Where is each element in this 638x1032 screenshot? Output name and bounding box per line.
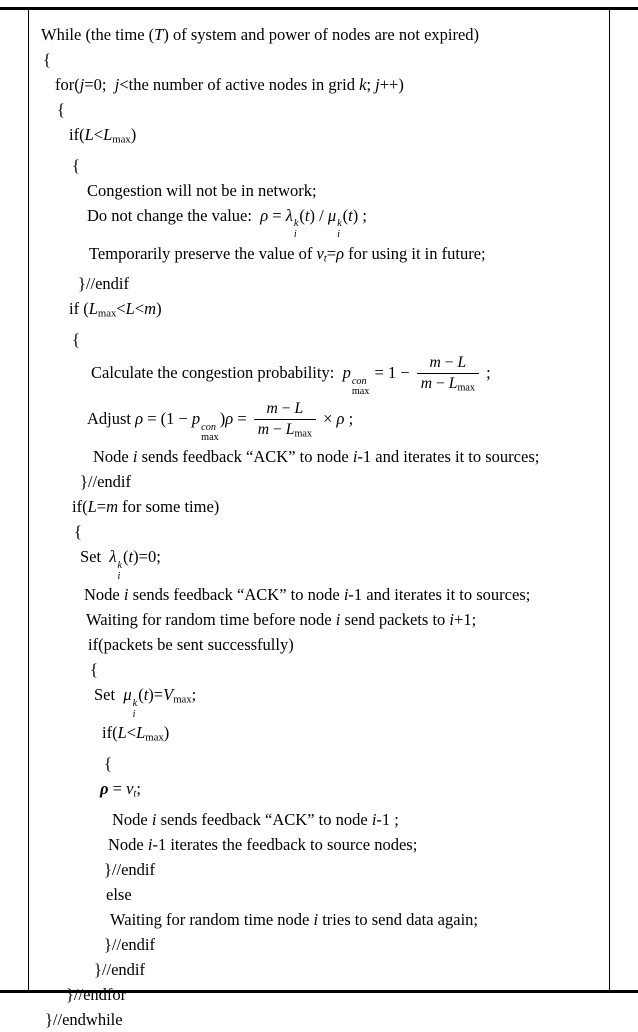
text-run: max [294,428,312,440]
text-run: m [429,354,441,372]
text-run: t [304,205,310,225]
text-run: ρ [135,409,144,429]
text-run: j [79,75,85,94]
text-run: v [316,243,324,263]
fraction [417,354,479,394]
text-run: t [143,685,149,705]
code-line: { [74,522,82,542]
algorithm-box-inner [28,10,610,1029]
text-run: max [351,386,370,398]
text-run: μ [123,685,132,705]
text-run: m [106,497,118,517]
code-line: Waiting for random time before node i send packets to i+1; [86,610,477,630]
text-run: m [266,400,278,418]
text-run: m [420,375,433,393]
text-run: k [293,218,299,230]
text-run: con [201,421,216,433]
code-line: Node i-1 iterates the feedback to source nodes; [108,834,418,854]
code-line: Temporarily preserve the value of vt=ρ for using it in future; [89,243,486,265]
subscript [133,710,136,721]
text-run: i [147,834,153,854]
text-run: k [132,697,138,709]
text-run: λ [285,205,293,225]
code-line: { [72,155,80,175]
text-run: i [343,585,349,605]
superscript-subscript [337,219,342,240]
text-run: i [335,610,341,630]
text-run: L [84,125,94,144]
text-run: con [351,375,367,387]
superscript-subscript [118,561,123,582]
subscript [118,572,121,583]
code-line: Do not change the value: ρ = λ k i (t) / μ k i (t) ; [87,205,367,241]
text-run: i [123,585,129,605]
text-run: L [103,125,113,144]
code-line: Waiting for random time node i tries to send data again; [110,909,479,929]
code-line: { [104,754,112,773]
subscript [352,387,370,398]
text-run: L [117,723,127,743]
code-line: { [43,50,51,69]
code-line: { [72,330,80,350]
code-line: }//endif [104,934,155,954]
text-run: L [294,400,304,418]
text-run: L [125,299,135,319]
text-run: k [117,559,123,571]
text-run: t [323,252,327,265]
text-run: V [163,685,174,705]
subscript [294,230,297,241]
code-line: }//endif [94,959,145,979]
code-line: $if(L<L_{max})$ [69,125,137,146]
superscript-subscript [133,699,138,720]
text-run: i [132,447,138,467]
text-run: m [144,299,157,319]
algorithm-box [0,7,638,1029]
superscript-subscript [201,423,219,444]
code-line: Node i sends feedback “ACK” to node i-1 ; [112,809,399,829]
code-line: if(L=m for some time) [72,497,220,517]
text-run: T [154,25,164,44]
superscript-subscript [352,377,370,398]
code-line: Adjust ρ = (1 − p con max )ρ = $\frac{m - L}{m - L_{max}}$ × ρ ; [87,400,354,444]
code-line: Congestion will not be in network; [87,180,317,200]
fraction-numerator: m − L [429,354,467,372]
code-line: Set μ k i $(t)=V_{max}$; [94,685,197,720]
text-run: max [112,133,131,146]
text-run: v [126,779,134,798]
code-line: Node i sends feedback “ACK” to node i-1 and iterates it to sources; [93,447,540,467]
text-run: ρ [260,205,269,225]
code-line: if $(L_{max}<L<m)$ [69,299,162,321]
text-run: L [457,354,467,372]
text-run: ρ [336,409,345,429]
text-run: max [173,693,192,706]
code-line: for(j=0; j<the number of active nodes in grid k; j++) [55,75,404,94]
text-run: max [145,732,164,744]
code-line: }//endif [80,472,131,492]
text-run: t [128,547,134,567]
code-line: While (the time (T) of system and power of nodes are not expired) [41,25,480,44]
code-line: Node i sends feedback “ACK” to node i-1 and iterates it to sources; [84,585,531,605]
code-line: }//endwhile [45,1009,123,1029]
text-run: i [449,610,455,630]
text-run: m [257,421,270,439]
text-run: i [337,229,340,241]
text-run: t [348,205,353,225]
code-line: }//endif [78,274,129,294]
pseudocode-listing [41,22,605,1032]
text-run: λ [109,547,117,567]
text-run: j [375,75,380,94]
subscript [337,230,340,241]
code-line: Set λ k i (t)=0; [80,547,161,582]
text-run: ρ [336,243,345,263]
fraction [254,400,316,440]
text-run: k [337,218,342,230]
text-run: i [132,708,136,720]
subscript [201,433,219,444]
text-run: i [293,229,297,241]
text-run: i [117,570,121,582]
text-run: i [151,809,157,829]
text-run: ρ [100,779,109,798]
fraction-denominator: $m - L_{max}$ [417,373,479,394]
text-run: L [136,723,146,743]
text-run: L [448,375,458,393]
text-run: max [457,382,475,394]
code-line: if(packets be sent successfully) [88,635,294,655]
text-run: i [352,447,358,467]
text-run: i [313,909,319,929]
text-run: ρ [225,409,234,429]
superscript-subscript [294,219,299,240]
code-line: Calculate the congestion probability: p con max = 1 − $\frac{m - L}{m - L_{max}}$ ; [91,354,491,398]
text-run: μ [327,205,337,225]
text-run: L [285,421,295,439]
fraction-denominator: $m - L_{max}$ [254,419,316,440]
text-run: max [201,432,219,444]
text-run: k [359,75,367,94]
code-line: ρ = vt; [100,779,141,800]
text-run: j [114,75,120,94]
text-run: p [342,363,351,383]
text-run: t [133,787,137,800]
text-run: max [97,308,117,321]
text-run: L [87,497,97,517]
text-run: p [191,409,201,429]
code-line: }//endfor [66,984,127,1004]
code-line: }//endif [104,859,155,879]
text-run: i [371,809,377,829]
code-line: { [90,660,98,680]
code-line: else [106,884,132,904]
fraction-numerator: m − L [266,400,304,418]
code-line: { [57,100,65,119]
code-line: $if(L<L_{max})$ [102,723,170,744]
text-run: L [88,299,98,319]
